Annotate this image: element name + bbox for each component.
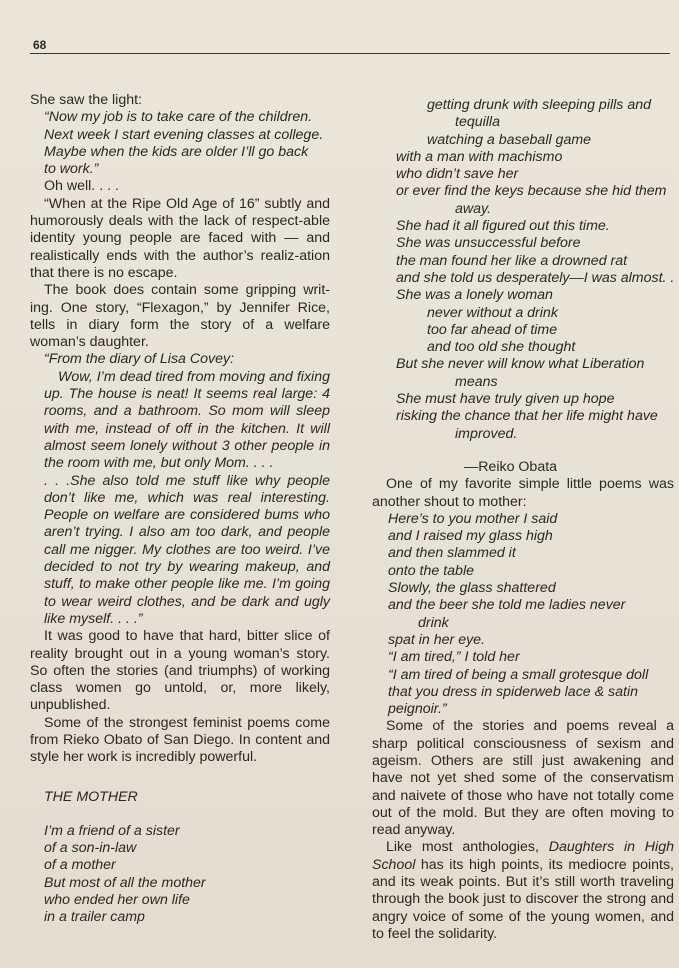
poem-line: of a mother [44, 857, 116, 874]
poem-line: “I am tired of being a small grotesque doll [388, 666, 649, 683]
paragraph-text: Like most anthologies, [386, 839, 549, 856]
poem-line: or ever find the keys because she hid them [396, 183, 667, 200]
poem-line: never without a drink [427, 304, 558, 321]
poem-spacer [30, 806, 330, 823]
poem-line: Slowly, the glass shattered [388, 580, 556, 597]
diary-paragraph: . . .She also told me stuff like why people don’t like me, which was real interesting. People on welfare are considered bums who aren’t trying. I also am too dark, and people call me nigger. My clothes are too weird. I’ve decided to not try by wearing makeup, and stuff, to make other people like me. I’m going to wear weird clothes, and be dark and ugly like myself. . . .” [44, 472, 330, 627]
poem-line: She was a lonely woman [396, 287, 553, 304]
short-poem [372, 511, 674, 719]
diary-title: “From the diary of Lisa Covey: [44, 351, 235, 368]
paragraph: “When at the Ripe Old Age of 16” subtly and humorously deals with the lack of respect-able identity young people are faced with — and realistically ends with the author’s realiz-ation that there is no escape. [30, 195, 330, 281]
poem-line: She was unsuccessful before [396, 235, 581, 252]
poem-line: risking the chance that her life might have [396, 408, 658, 425]
poem-line: means [455, 373, 498, 390]
paragraph: It was good to have that hard, bitter slice of reality brought out in a young woman’s story. So often the stories (and triumphs) of working class women go untold, or, more likely, unpublished. [30, 628, 330, 714]
poem-line: of a son-in-law [44, 840, 137, 857]
poem-line: the man found her like a drowned rat [396, 252, 628, 269]
paragraph: She saw the light: [30, 92, 142, 108]
poem-line: in a trailer camp [44, 909, 145, 926]
poem-title: THE MOTHER [44, 788, 138, 805]
poem-line: and the beer she told me ladies never [388, 597, 626, 614]
poem-line: She must have truly given up hope [396, 391, 615, 408]
poem-line: and too old she thought [427, 339, 576, 356]
poem-line: getting drunk with sleeping pills and [427, 97, 651, 113]
paragraph-text: has its high points, its mediocre points, and its weak points. But it’s still worth traveling through the book just to discover the strong and angry voice of some of the young women, and to feel the solidarity. [372, 856, 674, 942]
poem-line: “I am tired,” I told her [388, 649, 520, 666]
paragraph: Some of the stories and poems reveal a sharp political consciousness of sexism and ageism. Others are still just awakening and have not yet shed some of the conservatism and naivete of those who have not totally come out of the mold. But they are often moving to read anyway. [372, 718, 674, 839]
poem-line: who didn’t save her [396, 166, 519, 183]
poem-line: tequilla [455, 114, 500, 131]
page-number: 68 [33, 38, 47, 52]
diary-paragraph: Wow, I’m dead tired from moving and fixing up. The house is neat! It seems real large: 4 rooms, and a bathroom. So mom will sleep with me, instead of off in the kitchen. It will almost seem lonely without 3 other people in the room with me, but only Mom. . . . [44, 368, 330, 472]
quote-line: Next week I start evening classes at college. [44, 126, 324, 143]
poem-line: away. [455, 200, 492, 217]
right-column [372, 97, 674, 943]
poem-line: improved. [455, 425, 518, 442]
paragraph: The book does contain some gripping writ-ing. One story, “Flexagon,” by Jennifer Rice, tells in diary form the story of a welfare woman’s daughter. [30, 282, 330, 351]
poem-line: spat in her eye. [388, 631, 486, 648]
poem-line: and I raised my glass high [388, 528, 553, 545]
poem-line: But she never will know what Liberation [396, 356, 645, 373]
poem-continuation [372, 97, 674, 443]
header-rule [30, 53, 670, 54]
poem-line: peignoir.” [388, 701, 447, 718]
poem-line: watching a baseball game [427, 131, 592, 148]
quote-line: to work.” [44, 161, 99, 178]
paragraph: Oh well. . . . [44, 178, 119, 195]
poem-line: with a man with machismo [396, 148, 563, 165]
poem-line: who ended her own life [44, 892, 190, 909]
book-title: Daughters in High School [372, 839, 674, 873]
paragraph: One of my favorite simple little poems was another shout to mother: [372, 476, 674, 510]
poem-line: and she told us desperately—I was almost. . [396, 269, 675, 286]
left-column [30, 92, 330, 927]
poem-line: too far ahead of time [427, 321, 558, 338]
poem-signature: —Reiko Obata [464, 458, 558, 475]
poem-line: onto the table [388, 562, 474, 579]
poem-line: Here’s to you mother I said [388, 510, 558, 527]
poem-line: I’m a friend of a sister [44, 822, 180, 839]
poem-line: But most of all the mother [44, 874, 206, 891]
poem-line: and then slammed it [388, 545, 516, 562]
poem-line: that you dress in spiderweb lace & satin [388, 683, 638, 700]
poem-line: She had it all figured out this time. [396, 218, 610, 235]
paragraph [372, 839, 674, 943]
paragraph: Some of the strongest feminist poems come from Rieko Obato of San Diego. In content and style her work is incredibly powerful. [30, 714, 330, 766]
quote-line: “Now my job is to take care of the children. [44, 109, 313, 126]
quote-line: Maybe when the kids are older I’ll go back [44, 143, 309, 160]
poem-line: drink [418, 614, 449, 631]
